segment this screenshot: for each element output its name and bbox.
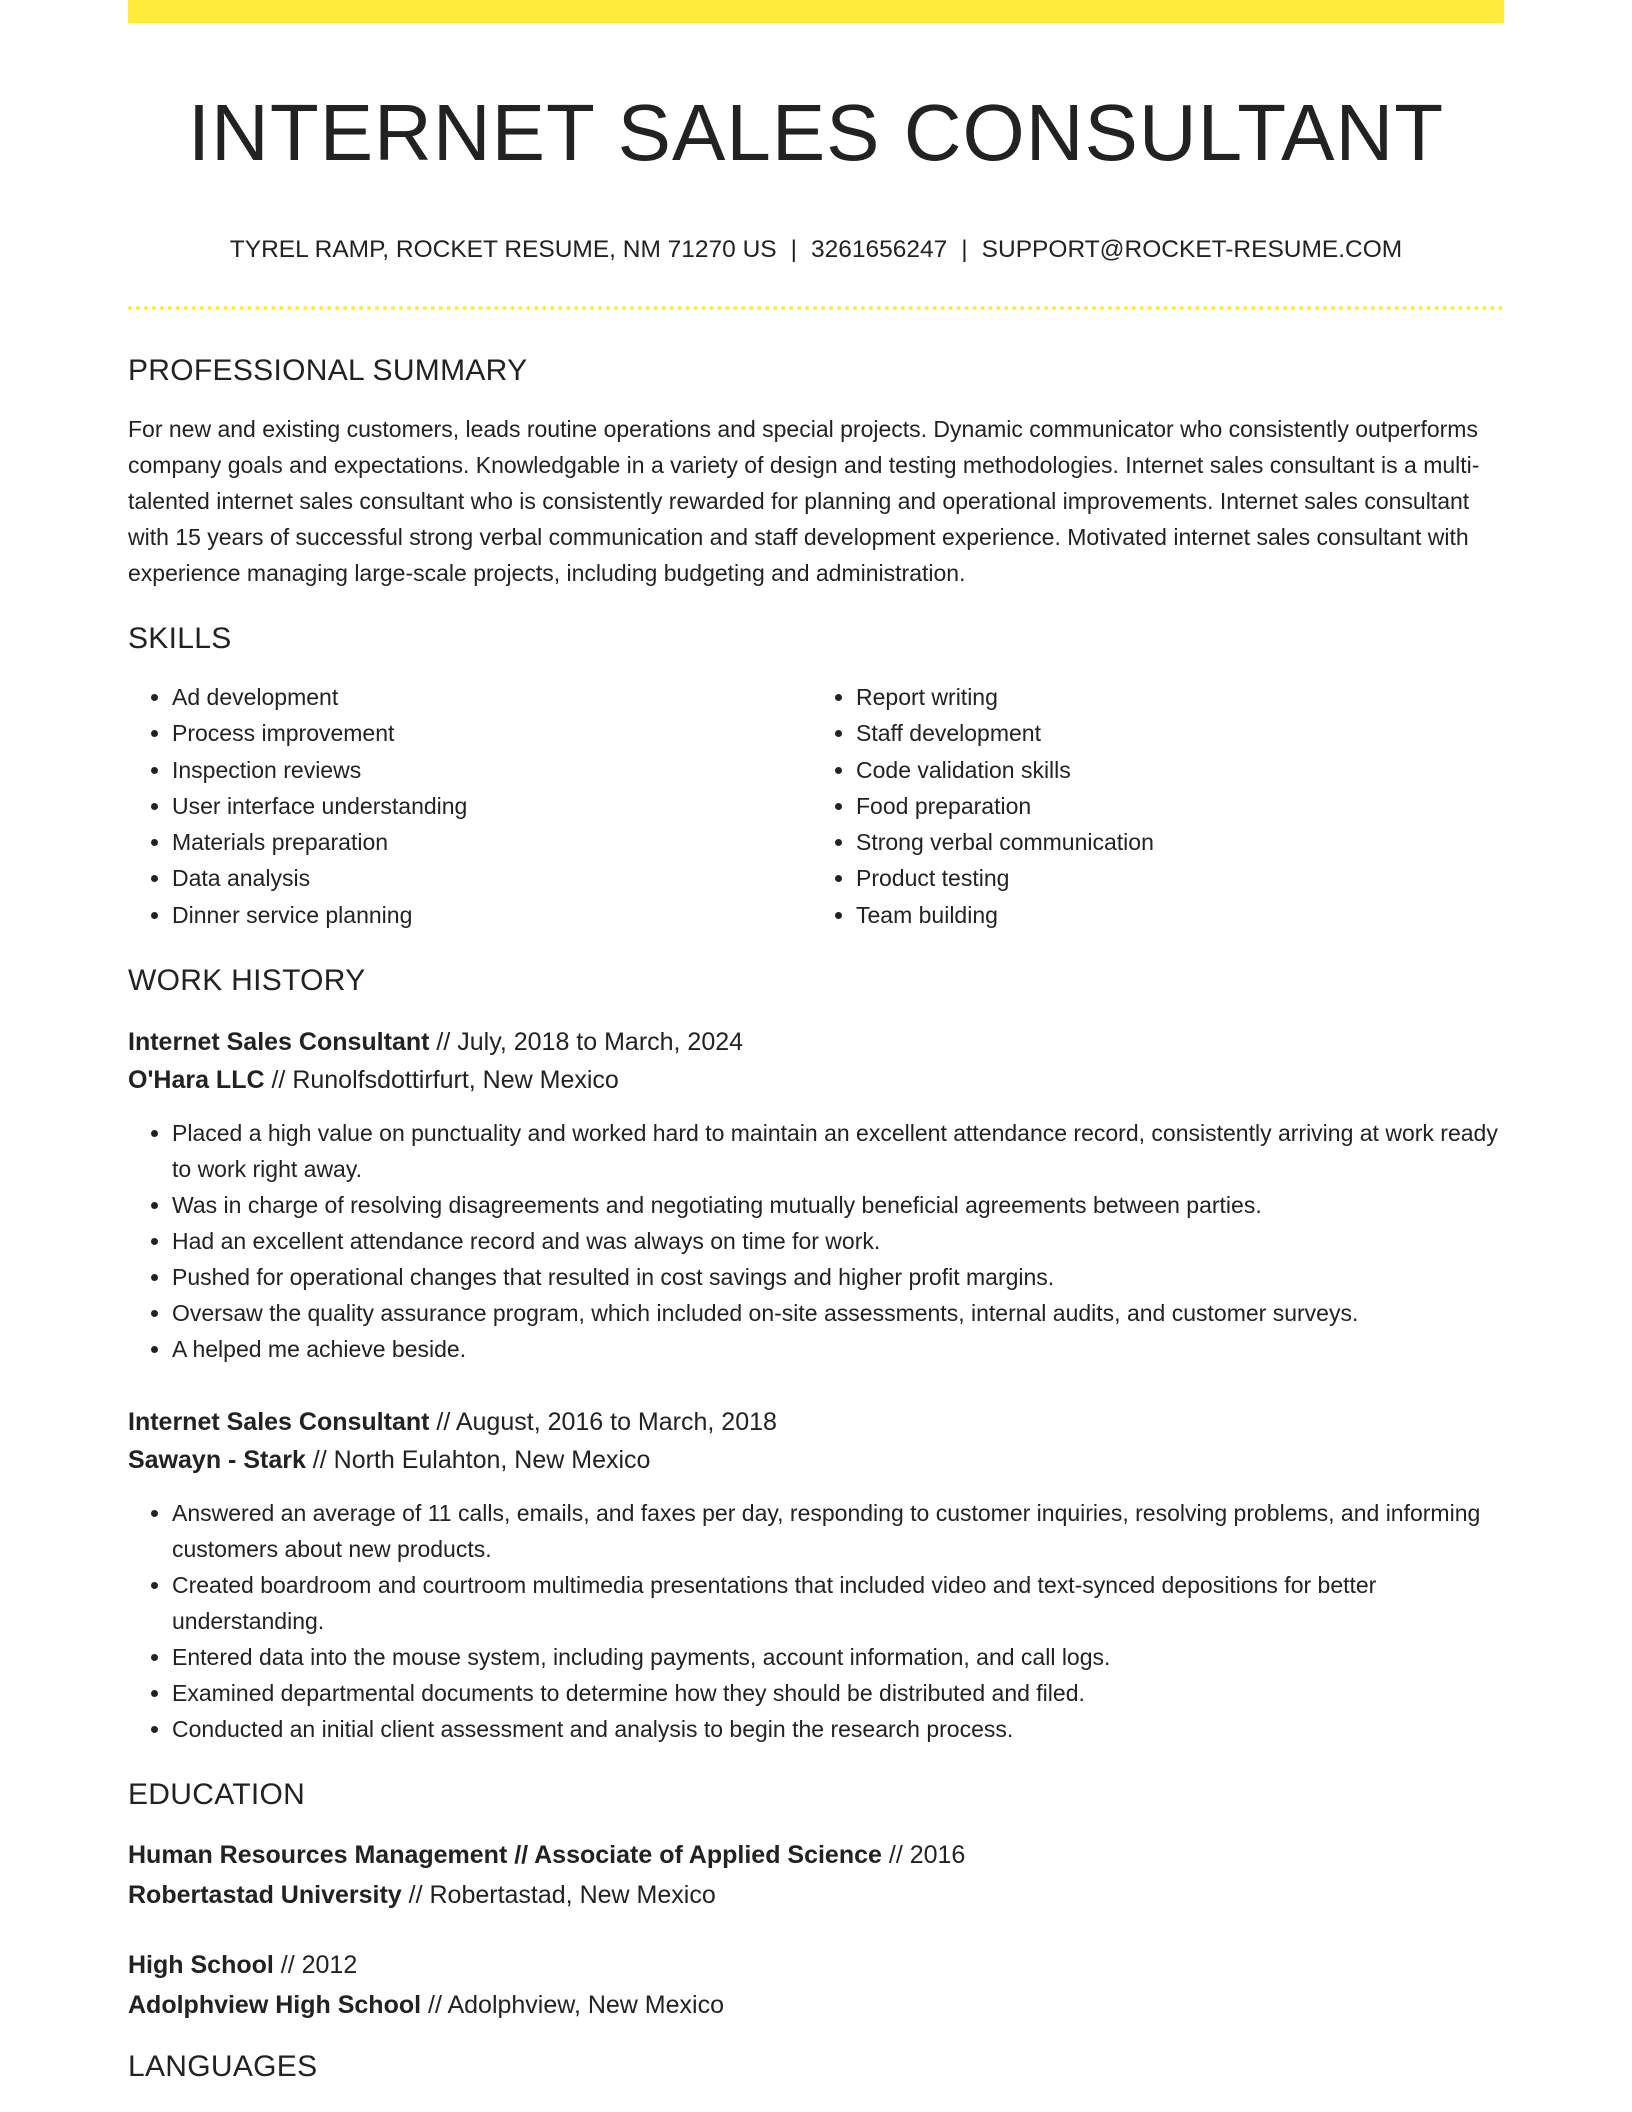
job-company-line <box>128 1441 1504 1479</box>
skill-item: • Ad development <box>172 679 816 715</box>
job-entry <box>128 1023 1504 1367</box>
skill-item: • Strong verbal communication <box>856 824 1500 860</box>
summary-heading: PROFESSIONAL SUMMARY <box>128 354 528 387</box>
contact-separator: | <box>961 236 968 263</box>
job-company-line <box>128 1061 1504 1099</box>
job-bullet: • Had an excellent attendance record and was always on time for work. <box>172 1223 1504 1259</box>
job-bullet: • Answered an average of 11 calls, emails, and faxes per day, responding to customer inquiries, resolving problems, and informing customers about new products. <box>172 1495 1504 1567</box>
skills-heading: SKILLS <box>128 622 232 655</box>
job-title: Internet Sales Consultant <box>128 1028 430 1057</box>
skill-item: • Inspection reviews <box>172 752 816 788</box>
accent-bar <box>128 0 1504 23</box>
education-school-line <box>128 1875 1504 1915</box>
education-heading: EDUCATION <box>128 1778 306 1812</box>
skill-item: • Dinner service planning <box>172 897 816 933</box>
job-list <box>128 1023 1504 1747</box>
skills-section <box>128 621 1504 933</box>
contact-line <box>128 235 1504 265</box>
job-bullet: • Entered data into the mouse system, including payments, account information, and call logs. <box>172 1639 1504 1675</box>
contact-separator: | <box>790 236 798 263</box>
education-entry <box>128 1945 1504 2025</box>
education-school: Adolphview High School <box>128 1991 422 2020</box>
skill-item: • Materials preparation <box>172 824 816 860</box>
job-dates: // August, 2016 to March, 2018 <box>429 1408 777 1437</box>
education-section <box>128 1777 1504 2025</box>
job-bullet: • Was in charge of resolving disagreements and negotiating mutually beneficial agreements between parties. <box>172 1187 1504 1223</box>
education-degree-line <box>128 1835 1504 1875</box>
education-location: // Adolphview, New Mexico <box>421 1991 724 2020</box>
skill-item: • Team building <box>856 897 1500 933</box>
job-location: // North Eulahton, New Mexico <box>305 1446 651 1475</box>
education-year: // 2012 <box>273 1951 358 1980</box>
job-company: O'Hara LLC <box>128 1066 265 1095</box>
job-title: Internet Sales Consultant <box>128 1408 430 1437</box>
education-degree-line <box>128 1945 1504 1985</box>
resume-page <box>128 0 1504 2085</box>
skill-item: • Process improvement <box>172 715 816 751</box>
contact-email: SUPPORT@ROCKET-RESUME.COM <box>981 236 1403 263</box>
education-location: // Robertastad, New Mexico <box>401 1881 716 1910</box>
education-list <box>128 1835 1504 2025</box>
job-title-line <box>128 1023 1504 1061</box>
contact-phone: 3261656247 <box>811 236 948 263</box>
job-bullet: • Examined departmental documents to determine how they should be distributed and filed. <box>172 1675 1504 1711</box>
skill-item: • Data analysis <box>172 860 816 896</box>
languages-heading: LANGUAGES <box>128 2050 318 2084</box>
resume-title: INTERNET SALES CONSULTANT <box>187 88 1445 177</box>
skills-columns <box>128 679 1504 933</box>
job-company: Sawayn - Stark <box>128 1446 306 1475</box>
summary-text: For new and existing customers, leads routine operations and special projects. Dynamic communicator who consistently outperforms company goals and expectations. Knowledgable in a variety of design and testing methodologies. Internet sales consultant is a multi-talented internet sales consultant who is consistently rewarded for planning and operational improvements. Internet sales consultant with 15 years of successful strong verbal communication and staff development experience. Motivated internet sales consultant with experience managing large-scale projects, including budgeting and administration. <box>128 416 1480 586</box>
job-bullet: • Conducted an initial client assessment and analysis to begin the research process. <box>172 1711 1504 1747</box>
summary-section <box>128 353 1504 591</box>
job-bullets <box>128 1495 1504 1747</box>
languages-section <box>128 2049 1504 2085</box>
education-school: Robertastad University <box>128 1881 402 1910</box>
job-title-line <box>128 1403 1504 1441</box>
job-bullet: • Created boardroom and courtroom multimedia presentations that included video and text-synced depositions for better understanding. <box>172 1567 1504 1639</box>
job-entry <box>128 1403 1504 1747</box>
skills-list-right <box>812 679 1500 933</box>
job-bullets <box>128 1115 1504 1367</box>
work-history-section <box>128 963 1504 1747</box>
skills-list-left <box>128 679 816 933</box>
job-bullet: • A helped me achieve beside. <box>172 1331 1504 1367</box>
job-bullet: • Oversaw the quality assurance program, which included on-site assessments, internal audits, and customer surveys. <box>172 1295 1504 1331</box>
education-entry <box>128 1835 1504 1915</box>
skill-item: • Report writing <box>856 679 1500 715</box>
education-year: // 2016 <box>881 1841 966 1870</box>
dotted-divider <box>128 306 1504 310</box>
skill-item: • User interface understanding <box>172 788 816 824</box>
skill-item: • Product testing <box>856 860 1500 896</box>
job-bullet: • Pushed for operational changes that resulted in cost savings and higher profit margins. <box>172 1259 1504 1295</box>
job-bullet: • Placed a high value on punctuality and worked hard to maintain an excellent attendance record, consistently arriving at work ready to work right away. <box>172 1115 1504 1187</box>
skill-item: • Food preparation <box>856 788 1500 824</box>
skill-item: • Code validation skills <box>856 752 1500 788</box>
education-degree: High School <box>128 1951 274 1980</box>
job-dates: // July, 2018 to March, 2024 <box>429 1028 744 1057</box>
education-degree: Human Resources Management // Associate of Applied Science <box>128 1841 882 1870</box>
education-school-line <box>128 1985 1504 2025</box>
job-location: // Runolfsdottirfurt, New Mexico <box>264 1066 619 1095</box>
skill-item: • Staff development <box>856 715 1500 751</box>
work-history-heading: WORK HISTORY <box>128 964 366 998</box>
contact-address: TYREL RAMP, ROCKET RESUME, NM 71270 US <box>229 236 777 263</box>
